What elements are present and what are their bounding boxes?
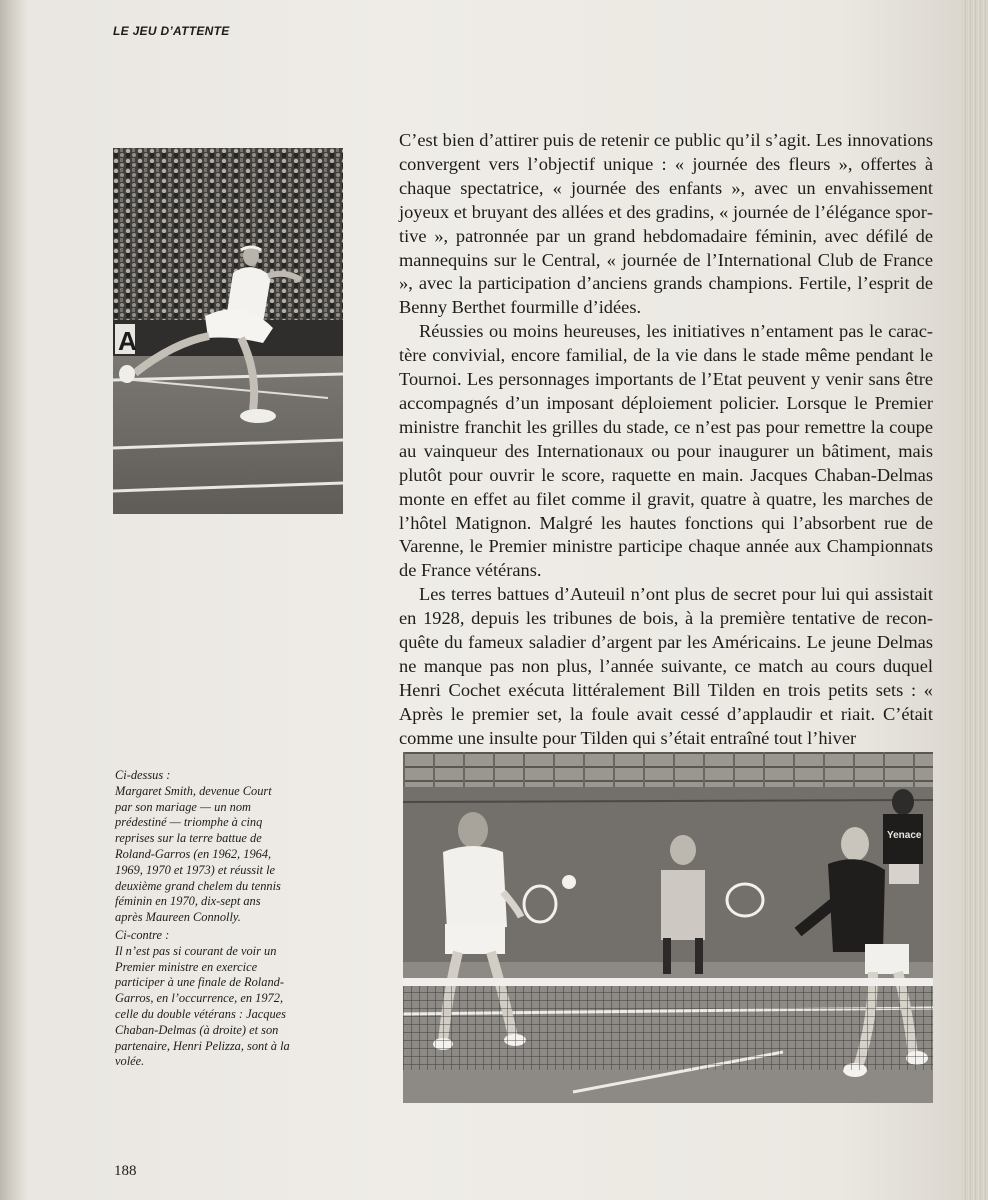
article-body xyxy=(399,129,933,751)
photo-chaban-delmas-doubles xyxy=(403,752,933,1103)
running-head: LE JEU D’ATTENTE xyxy=(113,24,230,38)
photo-margaret-smith xyxy=(113,148,343,514)
photo-chaban-delmas-doubles-image xyxy=(403,752,933,1103)
paragraph-2: Réussies ou moins heureuses, les initiatives n’entament pas le caractère convivial, encore familial, de la vie dans le stade même pendant le Tournoi. Les personnages importants de l’Etat peuvent y venir sans être accompagnés d’un imposant déploiement policier. Lorsque le Premier ministre franchit les grilles du stade, ce n’est pas pour remettre la coupe au vainqueur des Internationaux ou pour inaugurer un bâtiment, mais plutôt pour ouvrir le score, raquette en main. Jacques Chaban-Delmas monte en effet au filet comme il gravit, quatre à quatre, les marches de l’hôtel Matignon. Malgré les hautes fonctions qui l’absorbent rue de Varenne, le Premier ministre participe chaque année aux Championnats de France vétérans. xyxy=(399,321,933,581)
caption-text-above: Margaret Smith, devenue Court par son mariage — un nom prédestiné — triomphe à cinq reprises sur la terre battue de Roland-Garros (en 1962, 1964, 1969, 1970 et 1973) et réussit le deuxième grand chelem du tennis féminin en 1970, dix-sept ans après Maureen Connolly. xyxy=(115,783,281,925)
photo-caption xyxy=(115,768,291,1072)
shirt-text: Yenace xyxy=(887,830,922,841)
paragraph-3: Les terres battues d’Auteuil n’ont plus de secret pour lui qui assistait en 1928, depuis les tribunes de bois, à la première tentative de reconquête du fameux saladier d’argent par les Américains. Le jeune Delmas ne manque pas non plus, l’année suivante, ce match au cours duquel Henri Cochet exécuta littéralement Bill Tilden en trois petits sets : « Après le premier set, la foule avait cessé d’applaudir et riait. C’était comme une insulte pour Tilden qui s’était entraîné tout l’hiver xyxy=(399,584,933,748)
caption-text-opposite: Il n’est pas si courant de voir un Premier ministre en exercice participer à une finale de Roland-Garros, en l’occurrence, en 1972, celle du double vétérans : Jacques Chaban-Delmas (à droite) et son partenaire, Henri Pelizza, sont à la volée. xyxy=(115,943,290,1069)
tennis-net xyxy=(403,980,933,1070)
caption-label-above: Ci-dessus : xyxy=(115,768,171,782)
photo-margaret-smith-image xyxy=(113,148,343,514)
spine-shadow xyxy=(0,0,28,1200)
tennis-ball xyxy=(562,875,576,889)
page-number: 188 xyxy=(114,1163,137,1179)
caption-label-opposite: Ci-contre : xyxy=(115,927,170,942)
page-edges xyxy=(962,0,988,1200)
banner-letter: A xyxy=(118,326,137,356)
paragraph-1: C’est bien d’attirer puis de retenir ce public qu’il s’agit. Les innovations convergent vers l’objectif unique : « journée des fleurs », offertes à chaque spectatrice, « journée des enfants », avec un envahissement joyeux et bruyant des allées et des gradins, « journée de l’élégance sportive », patronnée par un grand hebdomadaire féminin, avec défilé de mannequins sur le Central, « journée de l’International Club de France », avec la participation d’anciens grands champions. Fertile, l’esprit de Benny Berthet fourmille d’idées. xyxy=(399,130,933,318)
